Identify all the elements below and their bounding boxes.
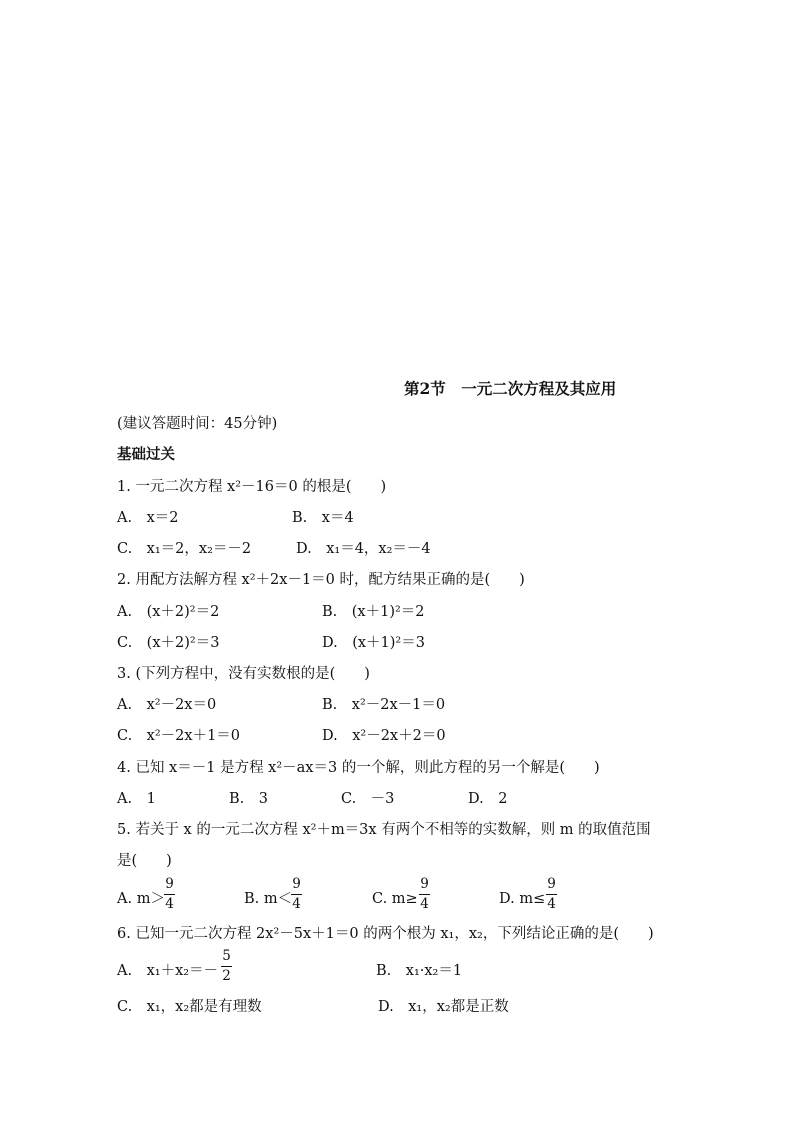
question-1-option-a[interactable]: A. x＝2 bbox=[117, 510, 179, 526]
fraction-bar bbox=[291, 894, 302, 895]
question-6-option-c[interactable]: C. x₁，x₂都是有理数 bbox=[117, 999, 262, 1015]
fraction-numerator: 9 bbox=[420, 876, 429, 892]
option-prefix: B. m＜ bbox=[244, 891, 293, 907]
fraction-denominator: 4 bbox=[292, 896, 301, 912]
question-3-option-b[interactable]: B. x²－2x－1＝0 bbox=[322, 697, 446, 713]
question-2-option-a[interactable]: A. (x＋2)²＝2 bbox=[117, 604, 220, 620]
fraction-denominator: 4 bbox=[547, 896, 556, 912]
option-prefix: A. x₁＋x₂＝－ bbox=[117, 963, 219, 979]
question-2-stem: 2. 用配方法解方程 x²＋2x－1＝0 时，配方结果正确的是( ) bbox=[117, 572, 525, 588]
question-6-stem: 6. 已知一元二次方程 2x²－5x＋1＝0 的两个根为 x₁，x₂，下列结论正确的是( ) bbox=[117, 926, 654, 942]
question-3-option-a[interactable]: A. x²－2x＝0 bbox=[117, 697, 217, 713]
question-4-option-b[interactable]: B. 3 bbox=[229, 791, 268, 807]
fraction-bar bbox=[546, 894, 557, 895]
question-2-option-c[interactable]: C. (x＋2)²＝3 bbox=[117, 635, 220, 651]
question-5-option-a[interactable] bbox=[117, 889, 165, 909]
question-5-option-c[interactable] bbox=[372, 889, 418, 909]
question-6-option-d[interactable]: D. x₁，x₂都是正数 bbox=[378, 999, 509, 1015]
question-5-option-d[interactable] bbox=[499, 889, 545, 909]
question-5-stem-line1: 5. 若关于 x 的一元二次方程 x²＋m＝3x 有两个不相等的实数解，则 m 的取值范围 bbox=[117, 822, 651, 838]
question-6-option-a[interactable] bbox=[117, 961, 218, 981]
question-2-option-d[interactable]: D. (x＋1)²＝3 bbox=[322, 635, 425, 651]
question-3-stem: 3. (下列方程中，没有实数根的是( ) bbox=[117, 666, 370, 682]
question-1-option-b[interactable]: B. x＝4 bbox=[292, 510, 354, 526]
question-4-option-d[interactable]: D. 2 bbox=[468, 791, 508, 807]
fraction-numerator: 9 bbox=[292, 876, 301, 892]
fraction-numerator: 9 bbox=[165, 876, 174, 892]
fraction-bar bbox=[164, 894, 175, 895]
question-6-option-b[interactable]: B. x₁·x₂＝1 bbox=[376, 963, 463, 979]
option-prefix: A. m＞ bbox=[117, 891, 165, 907]
question-5-option-b[interactable] bbox=[244, 889, 292, 909]
question-3-option-c[interactable]: C. x²－2x＋1＝0 bbox=[117, 728, 241, 744]
time-hint: (建议答题时间：45分钟) bbox=[117, 416, 278, 432]
question-5-stem-line2: 是( ) bbox=[117, 853, 172, 869]
fraction-denominator: 4 bbox=[165, 896, 174, 912]
question-1-stem: 1. 一元二次方程 x²－16＝0 的根是( ) bbox=[117, 479, 387, 495]
block-heading: 基础过关 bbox=[117, 446, 175, 463]
fraction-c bbox=[419, 876, 430, 912]
option-prefix: C. m≥ bbox=[372, 891, 418, 907]
fraction-a bbox=[164, 876, 175, 912]
fraction-numerator: 5 bbox=[222, 948, 231, 964]
question-1-option-d[interactable]: D. x₁＝4，x₂＝－4 bbox=[296, 541, 431, 557]
fraction-b bbox=[291, 876, 302, 912]
question-2-option-b[interactable]: B. (x＋1)²＝2 bbox=[322, 604, 425, 620]
question-1-option-c[interactable]: C. x₁＝2，x₂＝－2 bbox=[117, 541, 252, 557]
fraction-denominator: 4 bbox=[420, 896, 429, 912]
fraction-d bbox=[546, 876, 557, 912]
question-4-option-c[interactable]: C. －3 bbox=[341, 791, 395, 807]
question-4-option-a[interactable]: A. 1 bbox=[117, 791, 156, 807]
question-3-option-d[interactable]: D. x²－2x＋2＝0 bbox=[322, 728, 446, 744]
option-prefix: D. m≤ bbox=[499, 891, 546, 907]
fraction-6a bbox=[221, 948, 232, 984]
section-title: 第2节 一元二次方程及其应用 bbox=[404, 379, 617, 398]
fraction-bar bbox=[221, 966, 232, 967]
fraction-numerator: 9 bbox=[547, 876, 556, 892]
question-4-stem: 4. 已知 x＝－1 是方程 x²－ax＝3 的一个解，则此方程的另一个解是( ) bbox=[117, 760, 600, 776]
fraction-bar bbox=[419, 894, 430, 895]
fraction-denominator: 2 bbox=[222, 968, 231, 984]
